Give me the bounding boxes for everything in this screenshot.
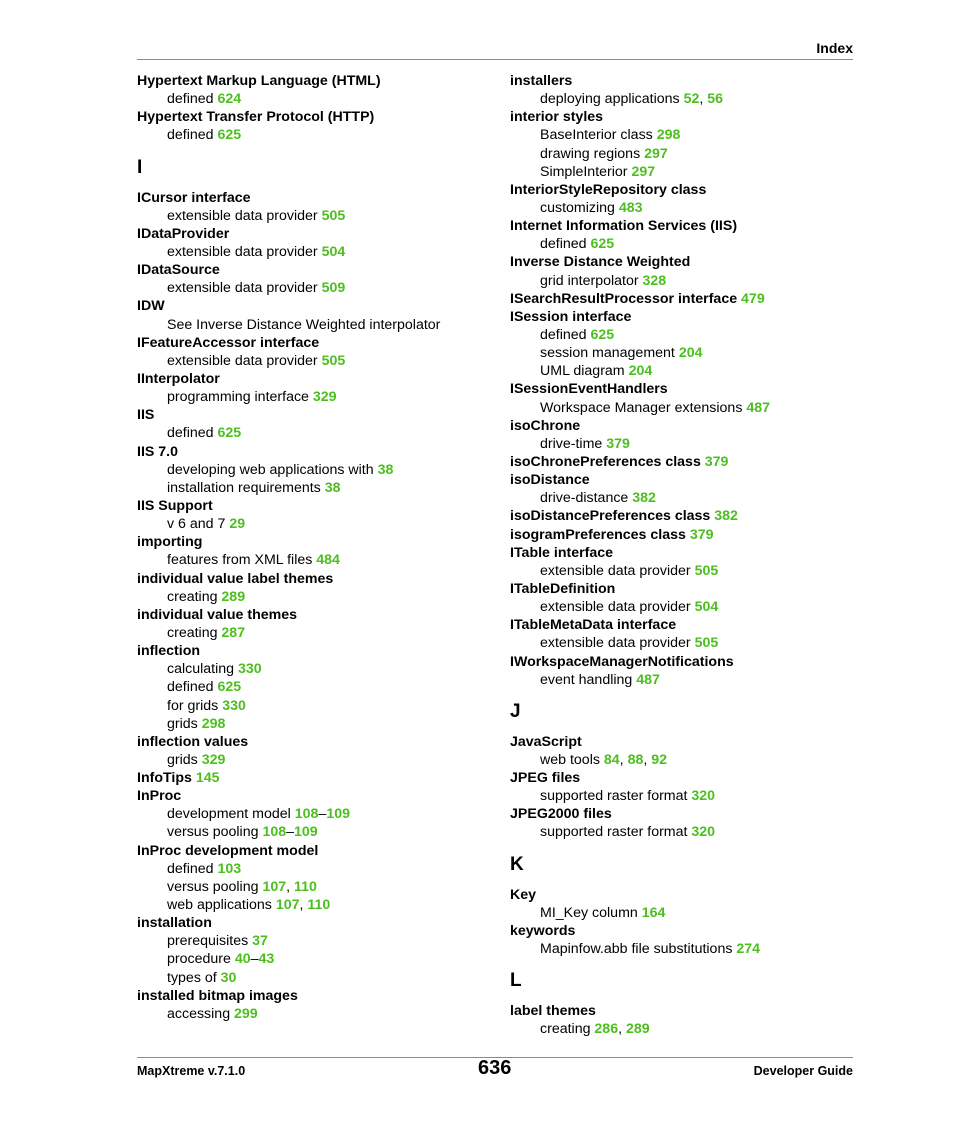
page-link[interactable]: 289 (625, 1021, 650, 1038)
page-link[interactable]: 52 (683, 91, 700, 108)
entry-text: MI_Key column (540, 904, 642, 921)
page-link[interactable]: 145 (195, 770, 220, 787)
page-link[interactable]: 109 (326, 806, 350, 823)
page-link[interactable]: 328 (642, 272, 667, 289)
page-link[interactable]: 289 (221, 588, 246, 605)
index-subentry (510, 435, 853, 453)
page-link[interactable]: 30 (220, 969, 237, 986)
page-link[interactable]: 287 (221, 624, 246, 641)
entry-text: isoDistance (510, 472, 590, 489)
index-term (510, 253, 853, 271)
index-term (510, 308, 853, 326)
index-subentry (137, 823, 497, 841)
header-rule (137, 59, 853, 60)
entry-text: Mapinfow.abb file substitutions (540, 941, 737, 958)
index-subentry (137, 860, 497, 878)
entry-text: installation requirements (167, 479, 325, 496)
entry-text: creating (167, 624, 222, 641)
entry-text: interior styles (510, 109, 604, 126)
entry-text: creating (540, 1021, 595, 1038)
index-subentry (137, 715, 497, 733)
page-link[interactable]: 56 (707, 91, 724, 108)
index-subentry (510, 1020, 853, 1038)
index-term (137, 533, 497, 551)
entry-text: installed bitmap images (137, 987, 298, 1004)
index-term (510, 72, 853, 90)
index-subentry (137, 424, 497, 442)
entry-text: versus pooling (167, 824, 263, 841)
page-link[interactable]: 108 (262, 824, 287, 841)
index-subentry (137, 969, 497, 987)
index-term (510, 733, 853, 751)
page-link[interactable]: 487 (636, 671, 660, 688)
entry-text: individual value label themes (137, 570, 334, 587)
entry-text: drive-time (540, 435, 607, 452)
entry-text: importing (137, 534, 203, 551)
page-link[interactable]: 625 (217, 425, 242, 442)
page-link[interactable]: 379 (704, 453, 729, 470)
index-term (510, 580, 853, 598)
page-link[interactable]: 625 (590, 326, 615, 343)
index-term (510, 380, 853, 398)
index-term (510, 181, 853, 199)
index-term (137, 606, 497, 624)
entry-text: extensible data provider (167, 243, 322, 260)
entry-text: inflection (137, 643, 201, 660)
index-column-right (510, 72, 853, 1038)
index-subentry (137, 352, 497, 370)
index-subentry (510, 199, 853, 217)
index-subentry (510, 145, 853, 163)
entry-text: extensible data provider (540, 562, 695, 579)
index-subentry (137, 90, 497, 108)
page-link[interactable]: 40 (234, 951, 251, 968)
entry-text: defined (540, 326, 591, 343)
index-subentry (137, 1005, 497, 1023)
entry-text: See Inverse Distance Weighted interpolator (167, 316, 441, 333)
entry-text: InProc development model (137, 842, 319, 859)
section-letter-text: I (137, 156, 143, 178)
index-subentry (137, 751, 497, 769)
page-link[interactable]: 110 (307, 897, 331, 914)
index-subentry (137, 678, 497, 696)
entry-text: defined (167, 127, 218, 144)
entry-text: ITableDefinition (510, 580, 616, 597)
index-term (510, 417, 853, 435)
entry-text: defined (167, 860, 218, 877)
entry-text: IWorkspaceManagerNotifications (510, 653, 734, 670)
footer-product: MapXtreme v.7.1.0 (137, 1064, 246, 1078)
entry-text: ITableMetaData interface (510, 617, 677, 634)
entry-text: Key (510, 886, 537, 903)
page-link[interactable]: 625 (217, 679, 242, 696)
entry-text: Internet Information Services (IIS) (510, 218, 738, 235)
index-subentry (510, 904, 853, 922)
section-letter (510, 958, 853, 1002)
entry-text: grids (167, 751, 202, 768)
entry-text: programming interface (167, 389, 313, 406)
entry-text: defined (167, 91, 218, 108)
index-subentry (510, 940, 853, 958)
entry-text: drive-distance (540, 490, 633, 507)
index-term (137, 108, 497, 126)
page-link[interactable]: 37 (252, 933, 268, 950)
page-link[interactable]: 505 (321, 207, 346, 224)
page-link[interactable]: 108 (294, 806, 319, 823)
entry-text: creating (167, 588, 222, 605)
index-term (137, 642, 497, 660)
page-link[interactable]: 29 (229, 516, 246, 533)
page-link[interactable]: 330 (222, 697, 246, 714)
index-term (510, 526, 853, 544)
index-term (137, 297, 497, 315)
page-link[interactable]: 379 (606, 435, 630, 452)
entry-text: procedure (167, 951, 235, 968)
page-link[interactable]: 298 (656, 127, 681, 144)
entry-text: SimpleInterior (540, 163, 632, 180)
page-link[interactable]: 43 (258, 951, 275, 968)
entry-text: session management (540, 345, 679, 362)
entry-text: extensible data provider (167, 280, 322, 297)
index-term (510, 805, 853, 823)
page-separator: – (286, 824, 294, 841)
index-term (137, 842, 497, 860)
page-separator: – (318, 806, 327, 823)
index-term (137, 987, 497, 1005)
page-link[interactable]: 484 (316, 552, 340, 569)
page-link[interactable]: 505 (694, 635, 719, 652)
section-letter (510, 842, 853, 886)
section-letter (137, 145, 497, 189)
page-link[interactable]: 38 (377, 461, 394, 478)
entry-text: label themes (510, 1003, 596, 1020)
index-term (137, 189, 497, 207)
entry-text: features from XML files (167, 552, 317, 569)
index-term (510, 217, 853, 235)
index-term (137, 261, 497, 279)
page-link[interactable]: 164 (641, 904, 666, 921)
index-subentry (137, 479, 497, 497)
index-subentry (137, 624, 497, 642)
index-term (510, 616, 853, 634)
entry-text: development model (167, 806, 295, 823)
index-term (510, 653, 853, 671)
entry-text: InfoTips (137, 770, 196, 787)
entry-text: extensible data provider (540, 599, 695, 616)
entry-text: prerequisites (167, 933, 253, 950)
index-subentry (137, 932, 497, 950)
page-link[interactable]: 204 (628, 363, 653, 380)
page-separator: , (286, 878, 294, 895)
page-link[interactable]: 286 (594, 1021, 619, 1038)
index-subentry (510, 326, 853, 344)
entry-text: web applications (167, 897, 276, 914)
index-subentry (137, 126, 497, 144)
index-term (137, 914, 497, 932)
index-term (510, 507, 853, 525)
entry-text: IIS 7.0 (137, 443, 179, 460)
entry-text: event handling (540, 671, 637, 688)
entry-text: extensible data provider (167, 352, 322, 369)
index-term (137, 787, 497, 805)
entry-text: grids (167, 715, 202, 732)
entry-text: extensible data provider (167, 207, 322, 224)
page-separator: , (299, 897, 308, 914)
index-subentry (510, 90, 853, 108)
entry-text: extensible data provider (540, 635, 695, 652)
page-link[interactable]: 505 (321, 352, 346, 369)
entry-text: IInterpolator (137, 370, 220, 387)
page-link[interactable]: 625 (217, 127, 242, 144)
index-term (137, 443, 497, 461)
page-separator: , (643, 751, 652, 768)
index-subentry (137, 697, 497, 715)
entry-text: drawing regions (540, 145, 645, 162)
entry-text: supported raster format (540, 824, 692, 841)
page-link[interactable]: 320 (691, 788, 716, 805)
page-link[interactable]: 84 (603, 751, 620, 768)
entry-text: JavaScript (510, 733, 582, 750)
page-separator: , (618, 1021, 626, 1038)
page-link[interactable]: 298 (201, 715, 226, 732)
entry-text: InteriorStyleRepository class (510, 181, 707, 198)
index-subentry (510, 126, 853, 144)
index-subentry (510, 671, 853, 689)
entry-text: types of (167, 969, 221, 986)
entry-text: IIS (137, 407, 155, 424)
page-link[interactable]: 625 (590, 236, 615, 253)
entry-text: ISession interface (510, 308, 632, 325)
page-link[interactable]: 504 (694, 599, 719, 616)
index-subentry (510, 344, 853, 362)
index-subentry (510, 272, 853, 290)
header-title: Index (816, 40, 853, 56)
index-subentry (137, 388, 497, 406)
index-subentry (137, 515, 497, 533)
index-term (137, 570, 497, 588)
index-term (510, 922, 853, 940)
page-link[interactable]: 107 (262, 878, 287, 895)
entry-text: v 6 and 7 (167, 516, 230, 533)
page-number: 636 (478, 1057, 512, 1079)
page-link[interactable]: 204 (678, 345, 703, 362)
page-link[interactable]: 92 (651, 751, 668, 768)
index-subentry (510, 598, 853, 616)
index-subentry (137, 207, 497, 225)
entry-text: IIS Support (137, 497, 213, 514)
page-link[interactable]: 109 (294, 824, 318, 841)
entry-text: isogramPreferences class (510, 526, 690, 543)
entry-text: defined (167, 679, 218, 696)
index-subentry (137, 950, 497, 968)
entry-text: versus pooling (167, 878, 263, 895)
index-subentry (137, 316, 497, 334)
index-term (137, 370, 497, 388)
page-link[interactable]: 479 (741, 290, 765, 307)
index-term (137, 225, 497, 243)
index-term (510, 886, 853, 904)
section-letter-text: K (510, 853, 524, 875)
index-term (137, 769, 497, 787)
entry-text: isoChrone (510, 417, 581, 434)
page-link[interactable]: 299 (234, 1005, 258, 1022)
page-separator: , (619, 751, 628, 768)
page-link[interactable]: 329 (312, 389, 337, 406)
index-subentry (510, 163, 853, 181)
entry-text: defined (540, 236, 591, 253)
index-term (137, 334, 497, 352)
index-subentry (137, 896, 497, 914)
section-letter (510, 689, 853, 733)
index-subentry (510, 634, 853, 652)
entry-text: individual value themes (137, 606, 298, 623)
page-link[interactable]: 107 (275, 897, 300, 914)
index-term (137, 497, 497, 515)
entry-text: defined (167, 425, 218, 442)
entry-text: isoDistancePreferences class (510, 508, 715, 525)
entry-text: calculating (167, 661, 238, 678)
entry-text: ITable interface (510, 544, 614, 561)
entry-text: Inverse Distance Weighted (510, 254, 691, 271)
page-link[interactable]: 38 (324, 479, 341, 496)
entry-text: ISearchResultProcessor interface (510, 290, 742, 307)
index-subentry (137, 805, 497, 823)
index-subentry (510, 489, 853, 507)
index-subentry (510, 235, 853, 253)
entry-text: Workspace Manager extensions (540, 399, 747, 416)
index-term (510, 290, 853, 308)
page-link[interactable]: 509 (321, 280, 346, 297)
index-subentry (137, 660, 497, 678)
page-link[interactable]: 504 (321, 243, 346, 260)
entry-text: Hypertext Markup Language (HTML) (137, 73, 381, 89)
entry-text: UML diagram (540, 363, 629, 380)
section-letter-text: J (510, 700, 521, 722)
index-subentry (137, 461, 497, 479)
page-link[interactable]: 320 (691, 824, 716, 841)
section-letter-text: L (510, 970, 522, 992)
index-subentry (510, 399, 853, 417)
page-link[interactable]: 624 (217, 91, 242, 108)
page-link[interactable]: 382 (714, 508, 738, 525)
page-link[interactable]: 330 (237, 661, 262, 678)
page-link[interactable]: 88 (627, 751, 644, 768)
index-subentry (510, 751, 853, 769)
index-subentry (137, 588, 497, 606)
page-separator: – (250, 951, 259, 968)
entry-text: developing web applications with (167, 461, 378, 478)
index-column-left (137, 72, 497, 1023)
index-term (137, 72, 497, 90)
index-term (510, 471, 853, 489)
index-subentry (510, 823, 853, 841)
index-term (510, 544, 853, 562)
page-separator: , (699, 91, 708, 108)
entry-text: IDataProvider (137, 225, 230, 242)
index-subentry (137, 551, 497, 569)
entry-text: IDataSource (137, 262, 220, 279)
entry-text: accessing (167, 1005, 235, 1022)
entry-text: Hypertext Transfer Protocol (HTTP) (137, 109, 375, 126)
entry-text: ISessionEventHandlers (510, 381, 668, 398)
entry-text: InProc (137, 788, 182, 805)
index-subentry (137, 243, 497, 261)
index-term (137, 733, 497, 751)
entry-text: customizing (540, 199, 619, 216)
page-link[interactable]: 329 (201, 751, 226, 768)
page-link[interactable]: 505 (694, 562, 719, 579)
index-subentry (510, 362, 853, 380)
entry-text: installation (137, 915, 212, 932)
index-subentry (137, 279, 497, 297)
page-link[interactable]: 379 (689, 526, 714, 543)
page-link[interactable]: 103 (217, 860, 242, 877)
entry-text: JPEG files (510, 770, 581, 787)
page-link[interactable]: 274 (736, 941, 761, 958)
entry-text: IFeatureAccessor interface (137, 334, 320, 351)
index-term (510, 1002, 853, 1020)
page-link[interactable]: 483 (618, 199, 643, 216)
page-link[interactable]: 297 (644, 145, 668, 162)
index-term (510, 453, 853, 471)
entry-text: ICursor interface (137, 189, 251, 206)
entry-text: keywords (510, 922, 576, 939)
page-link[interactable]: 297 (631, 163, 656, 180)
entry-text: for grids (167, 697, 223, 714)
entry-text: IDW (137, 298, 165, 315)
entry-text: installers (510, 73, 573, 89)
entry-text: supported raster format (540, 788, 692, 805)
entry-text: grid interpolator (540, 272, 643, 289)
entry-text: deploying applications (540, 91, 684, 108)
index-subentry (510, 787, 853, 805)
page-link[interactable]: 487 (746, 399, 771, 416)
entry-text: web tools (540, 751, 604, 768)
entry-text: isoChronePreferences class (510, 453, 705, 470)
index-term (137, 406, 497, 424)
entry-text: JPEG2000 files (510, 806, 612, 823)
entry-text: BaseInterior class (540, 127, 657, 144)
index-term (510, 108, 853, 126)
footer-guide: Developer Guide (753, 1064, 853, 1078)
index-subentry (137, 878, 497, 896)
index-term (510, 769, 853, 787)
page-link[interactable]: 382 (632, 490, 656, 507)
index-subentry (510, 562, 853, 580)
entry-text: inflection values (137, 733, 249, 750)
page-link[interactable]: 110 (294, 878, 317, 895)
